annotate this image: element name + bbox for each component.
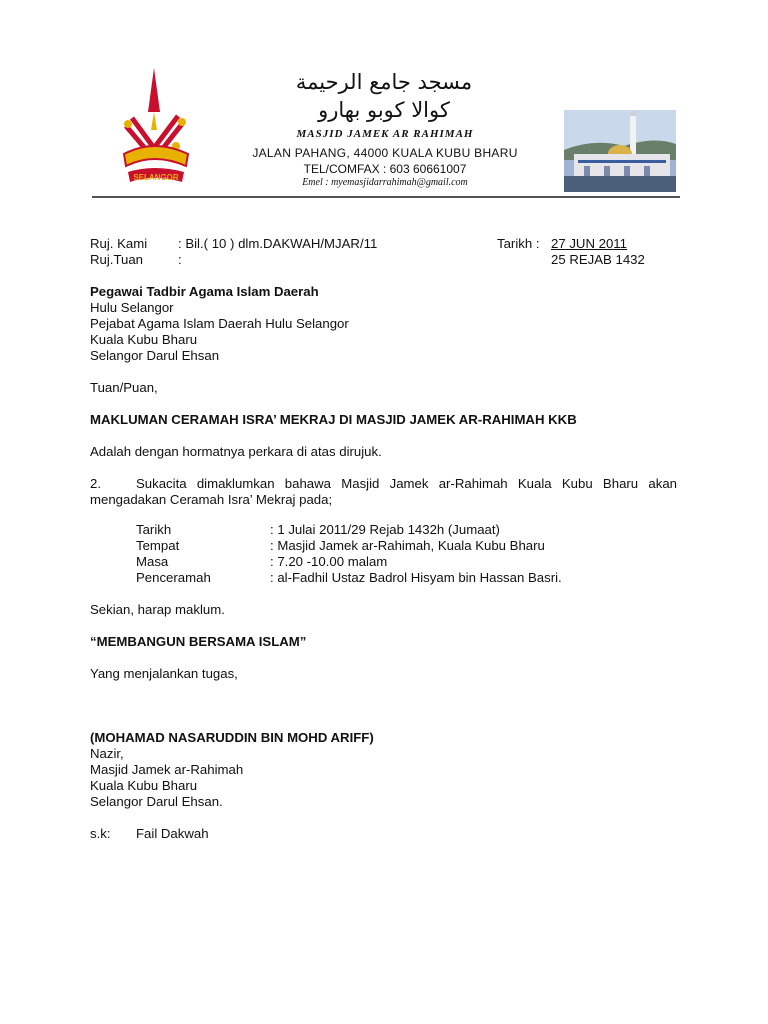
detail-label: Tempat xyxy=(136,538,180,553)
mosque-email: Emel : myemasjidarrahimah@gmail.com xyxy=(302,177,468,188)
signatory-line: Selangor Darul Ehsan. xyxy=(90,794,223,809)
closing: Sekian, harap maklum. xyxy=(90,602,225,617)
recipient-line: Selangor Darul Ehsan xyxy=(90,348,220,363)
mosque-tel: TEL/COMFAX : 603 60661007 xyxy=(303,162,467,176)
mosque-photo-icon xyxy=(564,110,676,192)
arabic-title-1: مسجد جامع الرحيمة xyxy=(295,70,473,94)
recipient-line: Hulu Selangor xyxy=(90,300,174,315)
letterhead-divider xyxy=(92,196,680,198)
signatory-line: Masjid Jamek ar-Rahimah xyxy=(90,762,244,777)
paragraph-2-number: 2. xyxy=(90,476,101,491)
recipient-line: Pejabat Agama Islam Daerah Hulu Selangor xyxy=(90,316,349,331)
motto: “MEMBANGUN BERSAMA ISLAM” xyxy=(90,634,307,649)
sk-value: Fail Dakwah xyxy=(136,826,209,841)
salutation: Tuan/Puan, xyxy=(90,380,158,395)
mosque-address: JALAN PAHANG, 44000 KUALA KUBU BHARU xyxy=(252,146,518,160)
ruj-tuan-label: Ruj.Tuan xyxy=(90,252,144,267)
detail-label: Masa xyxy=(136,554,169,569)
signatory-line: Nazir, xyxy=(90,746,124,761)
detail-label: Penceramah xyxy=(136,570,211,585)
crest-text: SELANGOR xyxy=(133,173,179,182)
ruj-tuan-value: : xyxy=(178,252,182,267)
paragraph-1: Adalah dengan hormatnya perkara di atas dirujuk. xyxy=(90,444,382,459)
sign-off: Yang menjalankan tugas, xyxy=(90,666,238,681)
signatory-name: (MOHAMAD NASARUDDIN BIN MOHD ARIFF) xyxy=(90,730,374,745)
recipient-name: Pegawai Tadbir Agama Islam Daerah xyxy=(90,284,319,299)
sk-label: s.k: xyxy=(90,826,111,841)
tarikh-value: 27 JUN 2011 xyxy=(551,236,627,251)
arabic-title-2: كوالا كوبو بهارو xyxy=(318,98,450,122)
subject: MAKLUMAN CERAMAH ISRA’ MEKRAJ DI MASJID JAMEK AR-RAHIMAH KKB xyxy=(90,412,577,427)
detail-value: : Masjid Jamek ar-Rahimah, Kuala Kubu Bharu xyxy=(270,538,545,553)
detail-value: : 7.20 -10.00 malam xyxy=(270,554,388,569)
ruj-kami-value: : Bil.( 10 ) dlm.DAKWAH/MJAR/11 xyxy=(178,236,378,251)
tarikh-label: Tarikh : xyxy=(497,236,540,251)
paragraph-2-line-2: mengadakan Ceramah Isra’ Mekraj pada; xyxy=(90,492,333,507)
mosque-name: MASJID JAMEK AR RAHIMAH xyxy=(296,128,474,140)
detail-value: : 1 Julai 2011/29 Rejab 1432h (Jumaat) xyxy=(270,522,500,537)
signatory-line: Kuala Kubu Bharu xyxy=(90,778,198,793)
detail-label: Tarikh xyxy=(136,522,172,537)
hijri-date: 25 REJAB 1432 xyxy=(551,252,645,267)
ruj-kami-label: Ruj. Kami xyxy=(90,236,148,251)
detail-value: : al-Fadhil Ustaz Badrol Hisyam bin Hassan Basri. xyxy=(270,570,562,585)
paragraph-2-line-1: Sukacita dimaklumkan bahawa Masjid Jamek ar-Rahimah Kuala Kubu Bharu akan xyxy=(136,476,677,491)
recipient-line: Kuala Kubu Bharu xyxy=(90,332,198,347)
